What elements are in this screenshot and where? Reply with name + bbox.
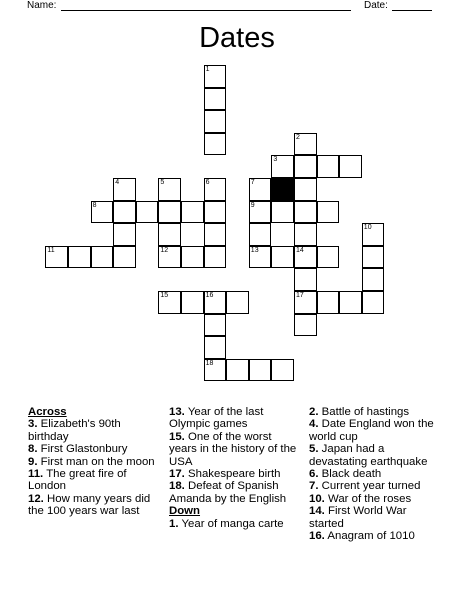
grid-cell[interactable] bbox=[294, 178, 317, 201]
clue-item bbox=[28, 443, 158, 455]
clue-text: Japan had a devastating earthquake bbox=[309, 443, 428, 468]
grid-cell[interactable] bbox=[226, 359, 249, 382]
grid-cell[interactable] bbox=[91, 246, 114, 269]
clue-text: Current year turned bbox=[321, 480, 421, 493]
clue-number: 3. bbox=[28, 418, 38, 431]
grid-cell[interactable] bbox=[317, 246, 340, 269]
grid-cell[interactable] bbox=[249, 223, 272, 246]
clue-number: 12 bbox=[160, 246, 169, 254]
clues-column-1 bbox=[28, 406, 158, 518]
black-square bbox=[271, 178, 294, 201]
clue-item bbox=[169, 480, 299, 505]
grid-cell[interactable] bbox=[249, 178, 272, 201]
clue-number: 9 bbox=[250, 201, 255, 209]
grid-cell[interactable] bbox=[294, 314, 317, 337]
clue-item bbox=[28, 456, 158, 468]
clue-number: 8 bbox=[92, 201, 97, 209]
clue-number: 15 bbox=[160, 292, 169, 299]
grid-cell[interactable] bbox=[294, 246, 317, 269]
clue-text: Anagram of 1010 bbox=[327, 530, 415, 543]
clue-number: 13. bbox=[169, 406, 185, 418]
clues-column-3 bbox=[309, 406, 444, 542]
clue-item bbox=[309, 406, 444, 418]
clue-number: 18 bbox=[205, 359, 214, 367]
clue-number: 14 bbox=[296, 246, 304, 254]
clue-item bbox=[28, 493, 158, 518]
clue-text: Year of the last Olympic games bbox=[169, 406, 264, 431]
clue-number: 14. bbox=[309, 505, 325, 518]
clue-number: 2. bbox=[309, 406, 319, 418]
grid-cell[interactable] bbox=[317, 155, 340, 178]
clue-item bbox=[309, 505, 444, 530]
down-heading: Down bbox=[169, 505, 201, 518]
clue-number: 13 bbox=[250, 246, 259, 254]
grid-cell[interactable] bbox=[91, 201, 114, 224]
grid-cell[interactable] bbox=[294, 268, 317, 291]
grid-cell[interactable] bbox=[181, 201, 204, 224]
clue-item bbox=[169, 468, 299, 480]
clue-number: 17 bbox=[296, 292, 304, 299]
clue-number: 4. bbox=[309, 418, 319, 431]
clue-number: 5. bbox=[309, 443, 319, 456]
clue-text: Date England won the world cup bbox=[309, 418, 434, 443]
clue-item bbox=[309, 480, 444, 492]
grid-cell[interactable] bbox=[204, 201, 227, 224]
clue-text: Defeat of Spanish Amanda by the English bbox=[169, 480, 287, 505]
name-label: Name: bbox=[27, 0, 57, 11]
grid-cell[interactable] bbox=[362, 268, 385, 291]
clue-number: 15. bbox=[169, 430, 185, 443]
clue-item bbox=[169, 431, 299, 468]
grid-cell[interactable] bbox=[136, 201, 159, 224]
grid-cell[interactable] bbox=[113, 223, 136, 246]
grid-cell[interactable] bbox=[158, 291, 181, 314]
grid-cell[interactable] bbox=[68, 246, 91, 269]
date-label: Date: bbox=[364, 0, 388, 11]
grid-cell[interactable] bbox=[362, 291, 385, 314]
grid-cell[interactable] bbox=[113, 178, 136, 201]
clue-text: One of the worst years in the history of the USA bbox=[169, 430, 297, 468]
grid-cell[interactable] bbox=[181, 291, 204, 314]
clue-text: How many years did the 100 years war last bbox=[28, 492, 151, 518]
grid-cell[interactable] bbox=[204, 223, 227, 246]
clue-number: 7 bbox=[250, 179, 255, 186]
grid-cell[interactable] bbox=[113, 201, 136, 224]
clue-item bbox=[309, 418, 444, 443]
grid-cell[interactable] bbox=[158, 223, 181, 246]
clue-number: 16. bbox=[309, 530, 325, 543]
clue-text: First World War started bbox=[309, 505, 407, 530]
grid-cell[interactable] bbox=[339, 291, 362, 314]
clue-number: 10 bbox=[363, 224, 372, 232]
clue-text: War of the roses bbox=[328, 492, 412, 505]
clue-item bbox=[28, 468, 158, 493]
clue-number: 8. bbox=[28, 443, 38, 456]
clue-item bbox=[309, 443, 444, 468]
grid-cell[interactable] bbox=[204, 88, 227, 111]
grid-cell[interactable] bbox=[204, 246, 227, 269]
clue-number: 1. bbox=[169, 517, 179, 530]
clue-number: 3 bbox=[273, 156, 278, 164]
grid-cell[interactable] bbox=[158, 246, 181, 269]
clue-number: 11. bbox=[28, 468, 44, 481]
clue-number: 7. bbox=[309, 480, 319, 493]
clue-number: 10. bbox=[309, 492, 325, 505]
clue-number: 5 bbox=[160, 179, 165, 186]
grid-cell[interactable] bbox=[249, 201, 272, 224]
grid-cell[interactable] bbox=[158, 201, 181, 224]
clue-text: Year of manga carte bbox=[181, 517, 284, 530]
clue-item bbox=[309, 493, 444, 505]
grid-cell[interactable] bbox=[45, 246, 68, 269]
clue-item bbox=[169, 406, 299, 431]
clue-item bbox=[309, 468, 444, 480]
grid-cell[interactable] bbox=[204, 133, 227, 156]
grid-cell[interactable] bbox=[271, 155, 294, 178]
page-title: Dates bbox=[199, 22, 275, 54]
clue-text: Shakespeare birth bbox=[188, 468, 281, 481]
clue-number: 11 bbox=[47, 246, 55, 254]
grid-cell[interactable] bbox=[339, 155, 362, 178]
grid-cell[interactable] bbox=[294, 223, 317, 246]
grid-cell[interactable] bbox=[317, 291, 340, 314]
clue-number: 18. bbox=[169, 480, 185, 493]
clue-number: 2 bbox=[296, 133, 300, 141]
clue-number: 1 bbox=[205, 66, 210, 73]
grid-cell[interactable] bbox=[204, 291, 227, 314]
clue-number: 6. bbox=[309, 468, 319, 481]
grid-cell[interactable] bbox=[271, 359, 294, 382]
clue-number: 12. bbox=[28, 492, 44, 505]
clue-text: Battle of hastings bbox=[321, 406, 410, 418]
clue-text: First Glastonbury bbox=[40, 443, 128, 456]
clue-item bbox=[28, 418, 158, 443]
grid-cell[interactable] bbox=[204, 178, 227, 201]
grid-cell[interactable] bbox=[204, 110, 227, 133]
clue-text: Black death bbox=[321, 468, 382, 481]
clue-item bbox=[309, 530, 444, 542]
clue-text: Elizabeth's 90th birthday bbox=[28, 418, 121, 443]
grid-cell[interactable] bbox=[317, 201, 340, 224]
clue-number: 9. bbox=[28, 455, 38, 468]
clue-number: 16 bbox=[205, 292, 214, 299]
grid-cell[interactable] bbox=[294, 155, 317, 178]
clue-number: 17. bbox=[169, 468, 185, 481]
across-heading: Across bbox=[28, 406, 67, 418]
grid-cell[interactable] bbox=[294, 201, 317, 224]
clue-number: 6 bbox=[205, 179, 210, 186]
grid-cell[interactable] bbox=[204, 314, 227, 337]
clues-column-2 bbox=[169, 406, 299, 530]
grid-cell[interactable] bbox=[204, 359, 227, 382]
grid-cell[interactable] bbox=[271, 201, 294, 224]
grid-cell[interactable] bbox=[294, 291, 317, 314]
grid-cell[interactable] bbox=[204, 65, 227, 88]
clue-number: 4 bbox=[115, 179, 120, 186]
clue-text: The great fire of London bbox=[28, 468, 127, 493]
grid-cell[interactable] bbox=[204, 336, 227, 359]
grid-cell[interactable] bbox=[249, 246, 272, 269]
grid-cell[interactable] bbox=[271, 246, 294, 269]
clue-text: First man on the moon bbox=[40, 455, 155, 468]
grid-cell[interactable] bbox=[158, 178, 181, 201]
grid-cell[interactable] bbox=[226, 291, 249, 314]
grid-cell[interactable] bbox=[249, 359, 272, 382]
grid-cell[interactable] bbox=[362, 223, 385, 246]
grid-cell[interactable] bbox=[181, 246, 204, 269]
grid-cell[interactable] bbox=[294, 133, 317, 156]
clue-item bbox=[169, 518, 299, 530]
grid-cell[interactable] bbox=[362, 246, 385, 269]
grid-cell[interactable] bbox=[113, 246, 136, 269]
